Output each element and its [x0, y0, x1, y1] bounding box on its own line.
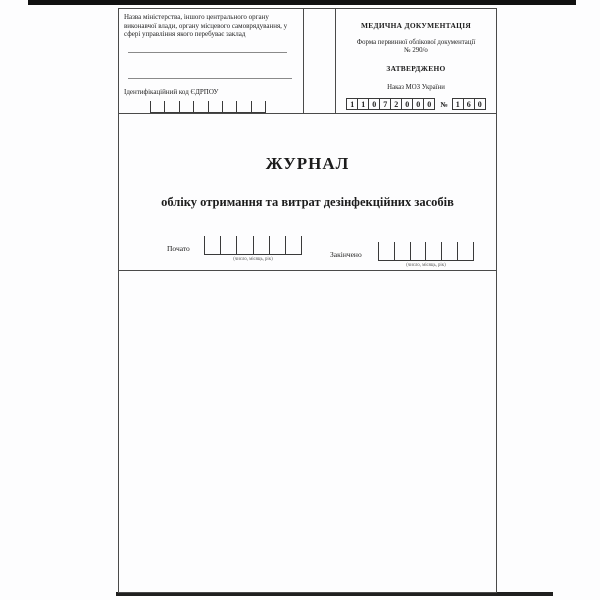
order-date-digit: 0	[423, 98, 435, 110]
order-date-digit: 0	[412, 98, 424, 110]
edrpou-cell	[208, 101, 222, 112]
finished-date-cell	[410, 242, 426, 260]
order-date-digit: 1	[357, 98, 369, 110]
finished-date-cell	[394, 242, 410, 260]
medical-documentation-title: МЕДИЧНА ДОКУМЕНТАЦІЯ	[360, 21, 472, 30]
order-date-number-row	[336, 98, 496, 110]
form-frame	[118, 8, 497, 593]
header-right-cell	[336, 9, 496, 113]
edrpou-cell	[251, 101, 266, 112]
order-number-digit: 0	[474, 98, 486, 110]
ministry-fill-line-2	[128, 78, 292, 79]
empty-form-area	[119, 271, 496, 592]
edrpou-cell	[150, 101, 164, 112]
journal-title-block	[119, 114, 496, 271]
order-number-digit: 6	[463, 98, 475, 110]
finished-date-cell	[378, 242, 394, 260]
scan-artifact-bar-top	[28, 0, 576, 5]
order-date-digit: 0	[401, 98, 413, 110]
journal-subtitle: обліку отримання та витрат дезінфекційних засобів	[161, 195, 454, 209]
ministry-label: Назва міністерства, іншого центрального органу виконавчої влади, органу місцевого самоврядування, у сфері управління якого перебуває заклад	[124, 13, 288, 39]
number-sign: №	[440, 99, 448, 109]
started-label: Почато	[167, 244, 190, 253]
started-date-cell	[269, 236, 285, 254]
finished-date-cell	[457, 242, 474, 260]
started-date-cell	[285, 236, 302, 254]
edrpou-cell	[236, 101, 250, 112]
finished-date-hint: (число, місяць, рік)	[406, 263, 446, 268]
order-date-digit: 2	[390, 98, 402, 110]
form-header	[119, 9, 496, 114]
started-date-cell	[220, 236, 236, 254]
edrpou-code-label: Ідентифікаційний код ЄДРПОУ	[124, 88, 219, 96]
form-number-line: № 290/о	[404, 47, 428, 54]
edrpou-cell	[193, 101, 207, 112]
edrpou-code-cells	[150, 101, 266, 113]
order-date-digit: 1	[346, 98, 358, 110]
header-spacer-cell	[304, 9, 336, 113]
moh-order-label: Наказ МОЗ України	[387, 84, 445, 91]
started-date-cell	[253, 236, 269, 254]
started-date-cell	[236, 236, 252, 254]
approved-label: ЗАТВЕРДЖЕНО	[386, 64, 446, 73]
order-date-digit: 0	[368, 98, 380, 110]
ministry-fill-line-1	[128, 52, 287, 53]
finished-date-cell	[441, 242, 457, 260]
finished-date-cell	[425, 242, 441, 260]
edrpou-cell	[164, 101, 178, 112]
finished-date-cells	[378, 242, 474, 261]
form-type-line: Форма первинної облікової документації	[356, 39, 476, 46]
header-left-cell	[119, 9, 304, 113]
finished-label: Закінчено	[330, 250, 362, 259]
order-number-digit: 1	[452, 98, 464, 110]
edrpou-cell	[222, 101, 236, 112]
order-date-digit: 7	[379, 98, 391, 110]
started-date-cells	[204, 236, 302, 255]
journal-title: ЖУРНАЛ	[265, 154, 350, 173]
edrpou-cell	[179, 101, 193, 112]
started-date-cell	[204, 236, 220, 254]
started-date-hint: (число, місяць, рік)	[233, 257, 273, 262]
